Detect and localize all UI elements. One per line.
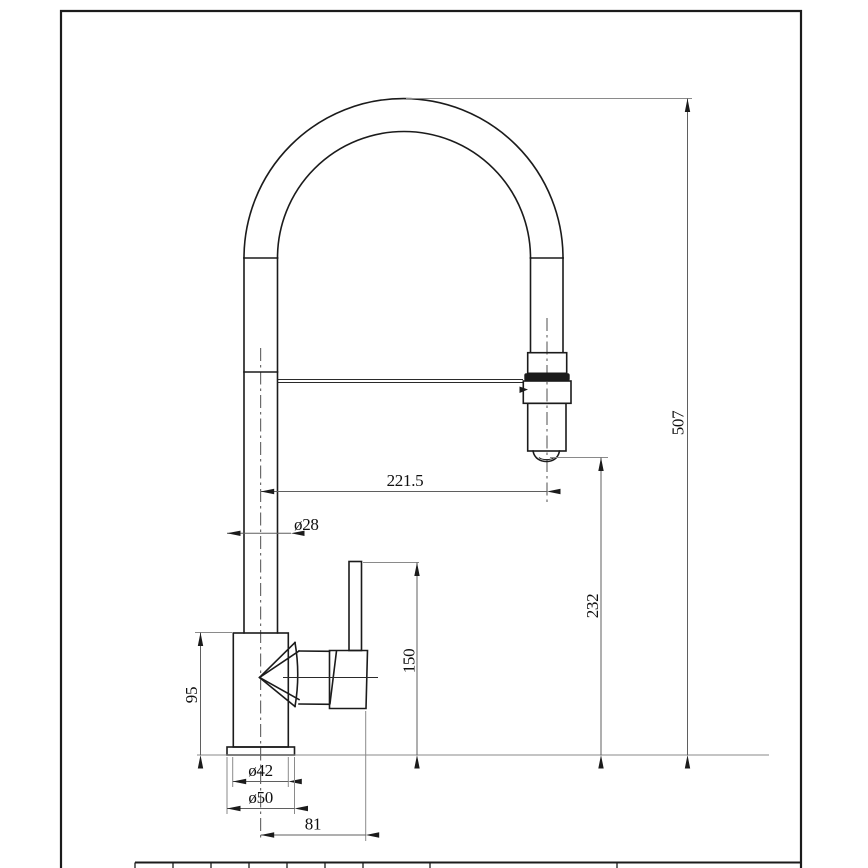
title-block <box>135 863 801 868</box>
dimension-label-232: 232 <box>582 593 602 619</box>
dimension-label-507: 507 <box>668 410 688 436</box>
spray-head-grip-band <box>524 373 569 381</box>
spout-arch <box>244 99 563 258</box>
dimension-overall-height <box>406 99 692 756</box>
dimension-label-o50: ø50 <box>248 788 274 807</box>
dimension-label-95: 95 <box>181 686 201 704</box>
docking-arm <box>278 380 529 394</box>
dimension-outlet-height <box>550 458 608 756</box>
dimension-label-o28: ø28 <box>294 515 319 534</box>
dimension-label-150: 150 <box>399 648 419 674</box>
dimension-spout-reach <box>261 471 547 492</box>
spray-hose-tube <box>531 258 564 353</box>
dimension-label-81: 81 <box>304 814 322 834</box>
dimension-label-o42: ø42 <box>248 761 273 780</box>
centerlines <box>261 318 547 841</box>
handle-lever <box>349 562 362 651</box>
dimension-tube-diameter <box>227 515 319 534</box>
dimension-body-height <box>182 633 232 756</box>
dimension-label-221.5: 221.5 <box>386 471 424 490</box>
dimension-handle-reach <box>261 711 366 841</box>
dimension-handle-height <box>363 563 419 756</box>
dimensions <box>182 99 769 842</box>
drawing-frame <box>61 11 801 868</box>
